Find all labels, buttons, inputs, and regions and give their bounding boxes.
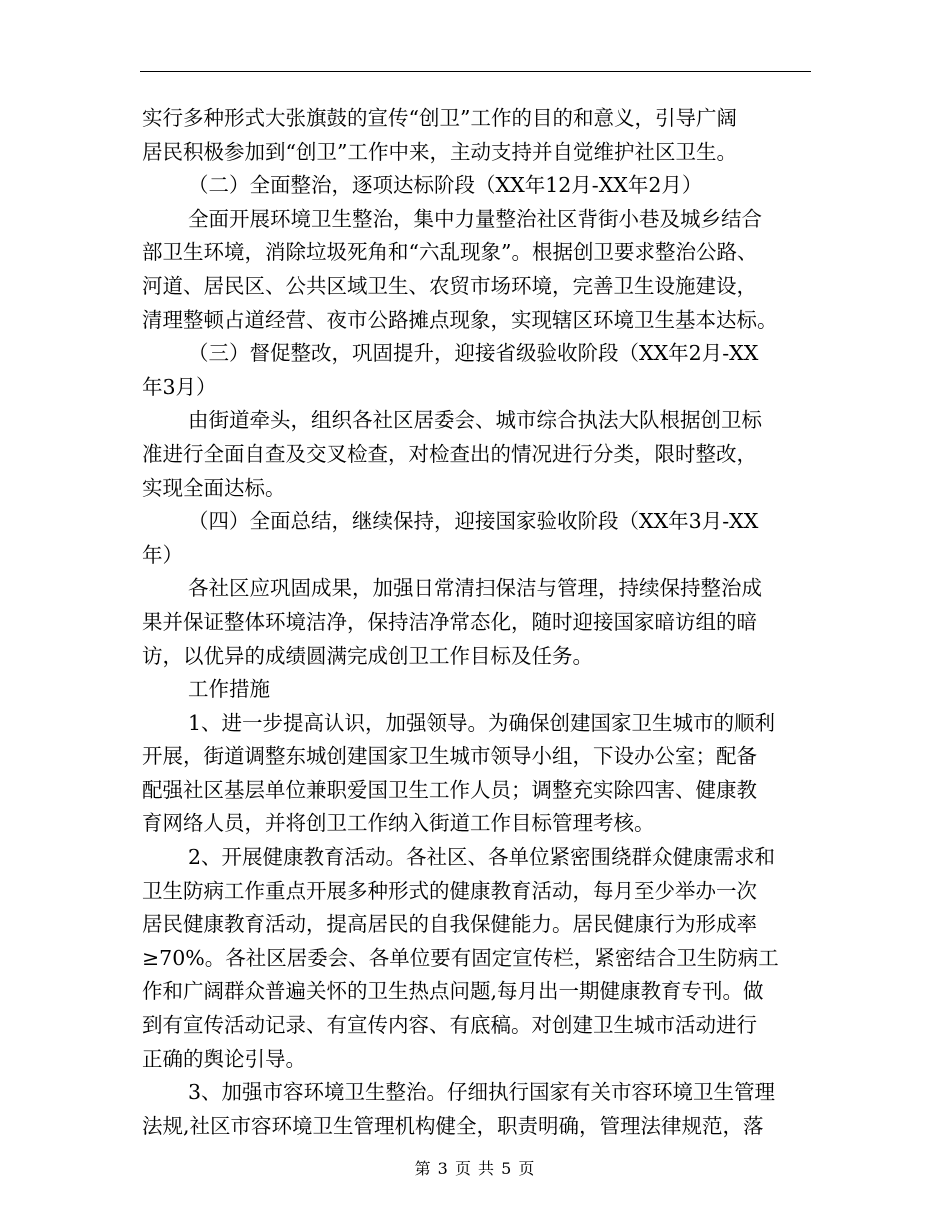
paragraph-line: 实现全面达标。 [142, 475, 286, 500]
paragraph-line: 实行多种形式大张旗鼓的宣传“创卫”工作的目的和意义，引导广阔 [142, 106, 737, 130]
document-body [142, 102, 810, 1143]
paragraph-line: 访，以优异的成绩圆满完成创卫工作目标及任务。 [142, 643, 593, 668]
section-heading: （二）全面整治，逐项达标阶段（XX年12月-XX年2月） [188, 173, 703, 198]
paragraph-line: 1、进一步提高认识，加强领导。为确保创建国家卫生城市的顺利 [188, 710, 776, 735]
paragraph-line: 部卫生环境，消除垃圾死角和“六乱现象”。根据创卫要求整治公路、 [142, 240, 758, 265]
page-number: 第 3 页 共 5 页 [414, 1159, 536, 1178]
paragraph-line: 河道、居民区、公共区域卫生、农贸市场环境，完善卫生设施建设， [142, 273, 757, 298]
paragraph-line: 开展，街道调整东城创建国家卫生城市领导小组，下设办公室；配备 [142, 744, 757, 769]
paragraph-line: 3、加强市容环境卫生整治。仔细执行国家有关市容环境卫生管理 [188, 1080, 776, 1105]
header-rule [140, 71, 811, 72]
paragraph-line: 居民健康教育活动，提高居民的自我保健能力。居民健康行为形成率 [142, 912, 757, 937]
paragraph-line: 清理整顿占道经营、夜市公路摊点现象，实现辖区环境卫生基本达标。 [142, 307, 778, 332]
paragraph-line: 由街道牵头，组织各社区居委会、城市综合执法大队根据创卫标 [188, 408, 762, 433]
paragraph-line: 全面开展环境卫生整治，集中力量整治社区背街小巷及城乡结合 [188, 206, 762, 231]
section-heading: （三）督促整改，巩固提升，迎接省级验收阶段（XX年2月-XX [188, 341, 759, 366]
paragraph-line: 2、开展健康教育活动。各社区、各单位紧密围绕群众健康需求和 [188, 845, 776, 870]
paragraph-line: 法规,社区市容环境卫生管理机构健全，职责明确，管理法律规范，落 [142, 1113, 764, 1138]
paragraph-line: 卫生防病工作重点开展多种形式的健康教育活动，每月至少举办一次 [142, 878, 757, 903]
section-heading: 工作措施 [188, 677, 270, 702]
section-heading: 年） [142, 542, 183, 567]
paragraph-line: 到有宣传活动记录、有宣传内容、有底稿。对创建卫生城市活动进行 [142, 1013, 757, 1038]
section-heading: 年3月） [142, 374, 217, 399]
section-heading: （四）全面总结，继续保持，迎接国家验收阶段（XX年3月-XX [188, 509, 759, 534]
paragraph-line: 正确的舆论引导。 [142, 1046, 306, 1071]
paragraph-line: 居民积极参加到“创卫”工作中来，主动支持并自觉维护社区卫生。 [142, 139, 737, 164]
paragraph-line: 果并保证整体环境洁净，保持洁净常态化，随时迎接国家暗访组的暗 [142, 609, 757, 634]
paragraph-line: 作和广阔群众普遍关怀的卫生热点问题,每月出一期健康教育专刊。做 [142, 979, 764, 1004]
paragraph-line: 配强社区基层单位兼职爱国卫生工作人员；调整充实除四害、健康教 [142, 777, 757, 802]
paragraph-line: 准进行全面自查及交叉检查，对检查出的情况进行分类，限时整改， [142, 441, 757, 466]
paragraph-line: 各社区应巩固成果，加强日常清扫保洁与管理，持续保持整治成 [188, 576, 762, 601]
paragraph-line: 育网络人员，并将创卫工作纳入街道工作目标管理考核。 [142, 811, 655, 836]
paragraph-line: ≥70%。各社区居委会、各单位要有固定宣传栏，紧密结合卫生防病工 [142, 945, 779, 970]
